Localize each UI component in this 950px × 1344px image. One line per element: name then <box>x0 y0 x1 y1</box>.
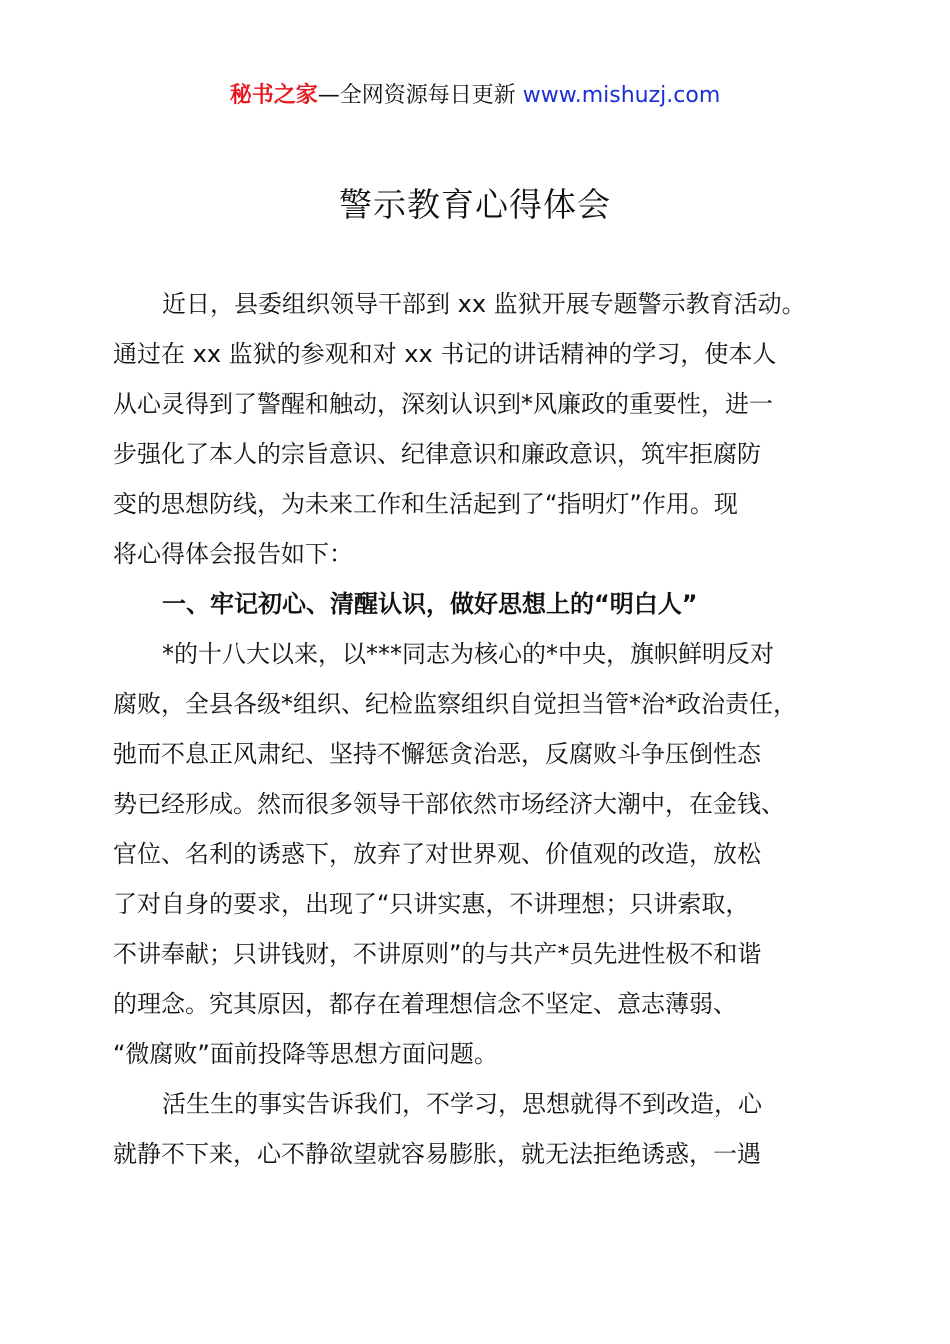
paragraph-line: 了对自身的要求，出现了“只讲实惠，不讲理想；只讲索取， <box>113 890 750 918</box>
paragraph-line: 步强化了本人的宗旨意识、纪律意识和廉政意识，筑牢拒腐防 <box>113 440 761 468</box>
paragraph-line: 将心得体会报告如下： <box>113 540 353 568</box>
paragraph-line: 腐败，全县各级*组织、纪检监察组织自觉担当管*治*政治责任， <box>113 690 797 718</box>
paragraph-line: 弛而不息正风肃纪、坚持不懈惩贪治恶，反腐败斗争压倒性态 <box>113 740 761 768</box>
paragraph-line: 的理念。究其原因，都存在着理想信念不坚定、意志薄弱、 <box>113 990 737 1018</box>
site-url-link[interactable]: www.mishuzj.com <box>522 83 721 108</box>
document-title: 警示教育心得体会 <box>339 185 611 224</box>
paragraph-line: 近日，县委组织领导干部到 xx 监狱开展专题警示教育活动。 <box>162 290 806 318</box>
paragraph-line: 就静不下来，心不静欲望就容易膨胀，就无法拒绝诱惑，一遇 <box>113 1140 761 1168</box>
paragraph-line: 通过在 xx 监狱的参观和对 xx 书记的讲话精神的学习，使本人 <box>113 340 777 368</box>
paragraph-line: 活生生的事实告诉我们，不学习，思想就得不到改造，心 <box>162 1090 762 1118</box>
paragraph-line: 不讲奉献；只讲钱财，不讲原则”的与共产*员先进性极不和谐 <box>113 940 762 968</box>
paragraph-line: *的十八大以来，以***同志为核心的*中央，旗帜鲜明反对 <box>162 640 774 668</box>
section-heading: 一、牢记初心、清醒认识，做好思想上的“明白人” <box>162 590 698 618</box>
paragraph-line: 势已经形成。然而很多领导干部依然市场经济大潮中，在金钱、 <box>113 790 785 818</box>
site-tagline: —全网资源每日更新 <box>317 83 523 108</box>
paragraph-line: 变的思想防线，为未来工作和生活起到了“指明灯”作用。现 <box>113 490 738 518</box>
paragraph-line: “微腐败”面前投降等思想方面问题。 <box>113 1040 498 1068</box>
paragraph-line: 官位、名利的诱惑下，放弃了对世界观、价值观的改造，放松 <box>113 840 761 868</box>
site-brand: 秘书之家 <box>229 83 318 108</box>
site-header <box>0 78 950 114</box>
paragraph-line: 从心灵得到了警醒和触动，深刻认识到*风廉政的重要性，进一 <box>113 390 773 418</box>
